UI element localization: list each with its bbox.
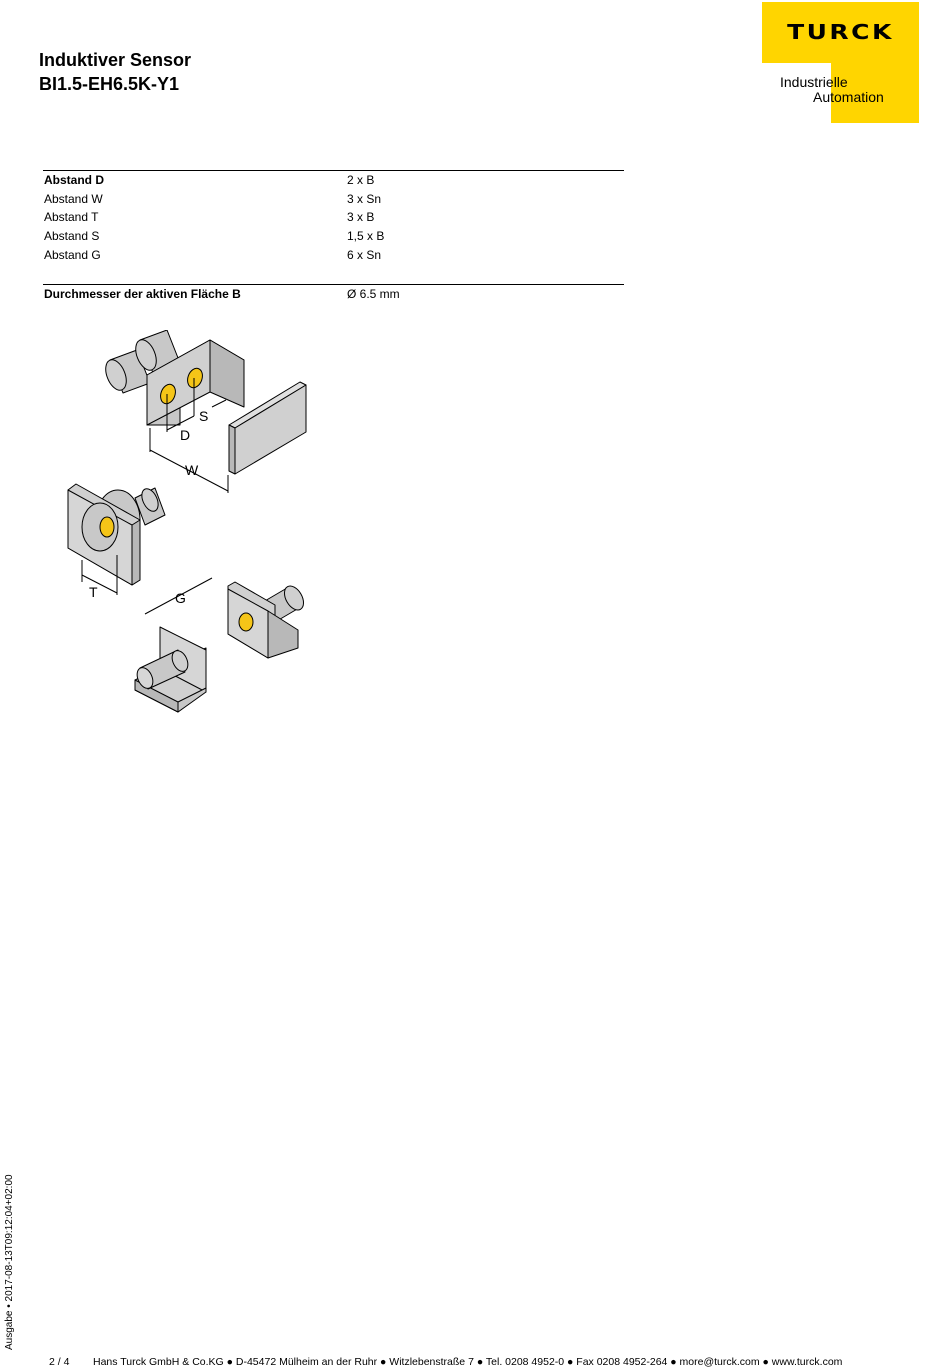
angle-sensor-bottom [134, 627, 206, 712]
spec-value: 3 x B [347, 210, 375, 225]
logo-subtitle-line-2: Automation [813, 89, 884, 105]
spec-label: Abstand D [44, 173, 104, 187]
spec-label: Abstand G [44, 247, 101, 262]
dimension-label-w: W [185, 462, 199, 478]
title-line-2: BI1.5-EH6.5K-Y1 [39, 74, 180, 94]
turck-logo [762, 2, 919, 123]
spec-group-distances [43, 170, 624, 264]
spec-value: 6 x Sn [347, 247, 382, 262]
spec-row [43, 171, 624, 190]
title-line-1: Induktiver Sensor [39, 50, 192, 70]
logo-wordmark: TURCK [787, 20, 894, 44]
dimension-label-t: T [89, 584, 98, 600]
mounting-distance-diagram [60, 330, 320, 720]
footer-company-info: Hans Turck GmbH & Co.KG ● D-45472 Mülheim an der Ruhr ● Witzlebenstraße 7 ● Tel. 0208 4952-0 ● Fax 0208 4952-264 ● more@turck.com ● www.turck.com [93, 1356, 843, 1368]
angle-sensor-right [228, 582, 307, 658]
spec-row [43, 246, 624, 265]
spec-label: Durchmesser der aktiven Fläche B [44, 287, 241, 301]
spec-value: 2 x B [347, 173, 375, 187]
spec-label: Abstand T [44, 210, 99, 225]
page-title [39, 48, 191, 96]
spec-label: Abstand W [44, 191, 103, 206]
logo-subtitle-line-1: Industrielle [780, 74, 848, 90]
footer-page-number: 2 / 4 [49, 1356, 70, 1368]
spec-value: 1,5 x B [347, 229, 385, 244]
edition-timestamp: Ausgabe • 2017-08-13T09:12:04+02:00 [4, 1174, 15, 1350]
dimension-label-d: D [180, 427, 191, 443]
spec-row [43, 227, 624, 246]
spec-row [43, 285, 624, 304]
dimension-label-g: G [175, 590, 186, 606]
spec-row [43, 208, 624, 227]
spec-label: Abstand S [44, 229, 100, 244]
dimension-label-s: S [199, 408, 209, 424]
spec-value: Ø 6.5 mm [347, 287, 400, 301]
spec-group-diameter [43, 284, 624, 304]
spec-value: 3 x Sn [347, 191, 382, 206]
spec-row [43, 190, 624, 209]
spec-table-diameter [43, 284, 624, 304]
spec-table-distances [43, 170, 624, 264]
